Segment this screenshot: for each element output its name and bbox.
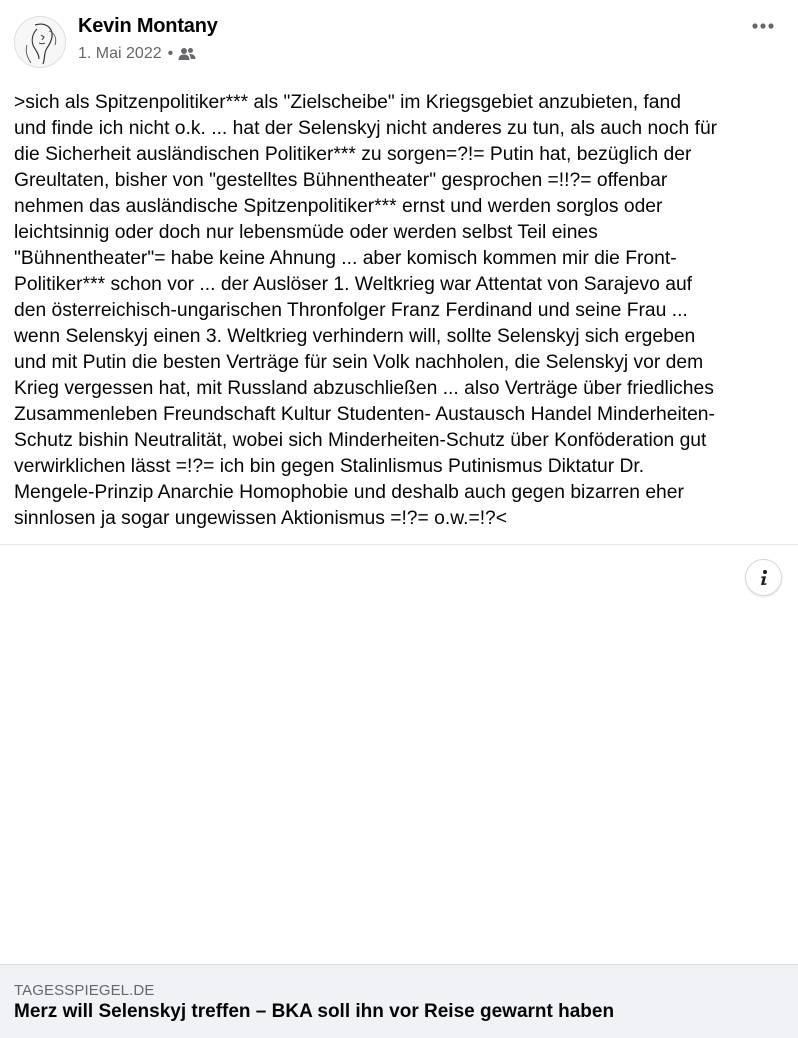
friends-icon[interactable]: [178, 47, 196, 61]
meta-separator: •: [167, 45, 174, 62]
message-line: Schutz bishin Neutralität, wobei sich Minderheiten-Schutz über Konföderation gut: [14, 430, 707, 451]
message-line: sinnlosen ja sogar ungewissen Aktionismus =!?= o.w.=!?<: [14, 508, 508, 529]
message-line: und mit Putin die besten Verträge für sein Volk nachholen, die Selenskyj vor dem: [14, 352, 704, 373]
post-message: [14, 90, 789, 532]
message-line: >sich als Spitzenpolitiker*** als "Zielscheibe" im Kriegsgebiet anzubieten, fand: [14, 92, 681, 113]
post-header: [0, 0, 798, 80]
author-avatar[interactable]: [14, 16, 66, 68]
message-line: den österreichisch-ungarischen Thronfolger Franz Ferdinand und seine Frau ...: [14, 300, 688, 321]
link-domain: TAGESSPIEGEL.DE: [14, 982, 155, 999]
link-preview[interactable]: [0, 545, 798, 1038]
author-name[interactable]: Kevin Montany: [78, 15, 218, 37]
link-preview-footer[interactable]: [0, 964, 798, 1038]
message-line: Greultaten, bisher von "gestelltes Bühnentheater" gesprochen =!!?= offenbar: [14, 170, 668, 191]
more-options-button[interactable]: [746, 12, 780, 40]
post-meta: [78, 45, 196, 63]
message-line: Krieg vergessen hat, mit Russland abzuschließen ... also Verträge über friedliches: [14, 378, 714, 399]
avatar-sketch-icon: [15, 17, 66, 68]
message-line: Politiker*** schon vor ... der Auslöser 1. Weltkrieg war Attentat von Sarajevo auf: [14, 274, 693, 295]
post-date[interactable]: 1. Mai 2022: [78, 45, 162, 62]
message-line: wenn Selenskyj einen 3. Weltkrieg verhindern will, sollte Selenskyj sich ergeben: [14, 326, 696, 347]
message-line: Mengele-Prinzip Anarchie Homophobie und deshalb auch gegen bizarren eher: [14, 482, 684, 503]
info-button[interactable]: [745, 559, 782, 596]
link-title[interactable]: Merz will Selenskyj treffen – BKA soll ihn vor Reise gewarnt haben: [14, 1001, 615, 1022]
message-line: leichtsinnig oder doch nur lebensmüde oder werden selbst Teil eines: [14, 222, 598, 243]
message-line: verwirklichen lässt =!?= ich bin gegen Stalinlismus Putinismus Diktatur Dr.: [14, 456, 645, 477]
message-line: "Bühnentheater"= habe keine Ahnung ... aber komisch kommen mir die Front-: [14, 248, 677, 269]
message-line: nehmen das ausländische Spitzenpolitiker*** ernst und werden sorglos oder: [14, 196, 663, 217]
message-line: die Sicherheit ausländischen Politiker*** zu sorgen=?!= Putin hat, bezüglich der: [14, 144, 692, 165]
more-horizontal-icon: [752, 23, 774, 29]
message-line: Zusammenleben Freundschaft Kultur Studenten- Austausch Handel Minderheiten-: [14, 404, 715, 425]
message-line: und finde ich nicht o.k. ... hat der Selenskyj nicht anderes zu tun, als auch noch für: [14, 118, 718, 139]
link-preview-image[interactable]: [0, 545, 798, 964]
info-icon: [758, 569, 770, 587]
